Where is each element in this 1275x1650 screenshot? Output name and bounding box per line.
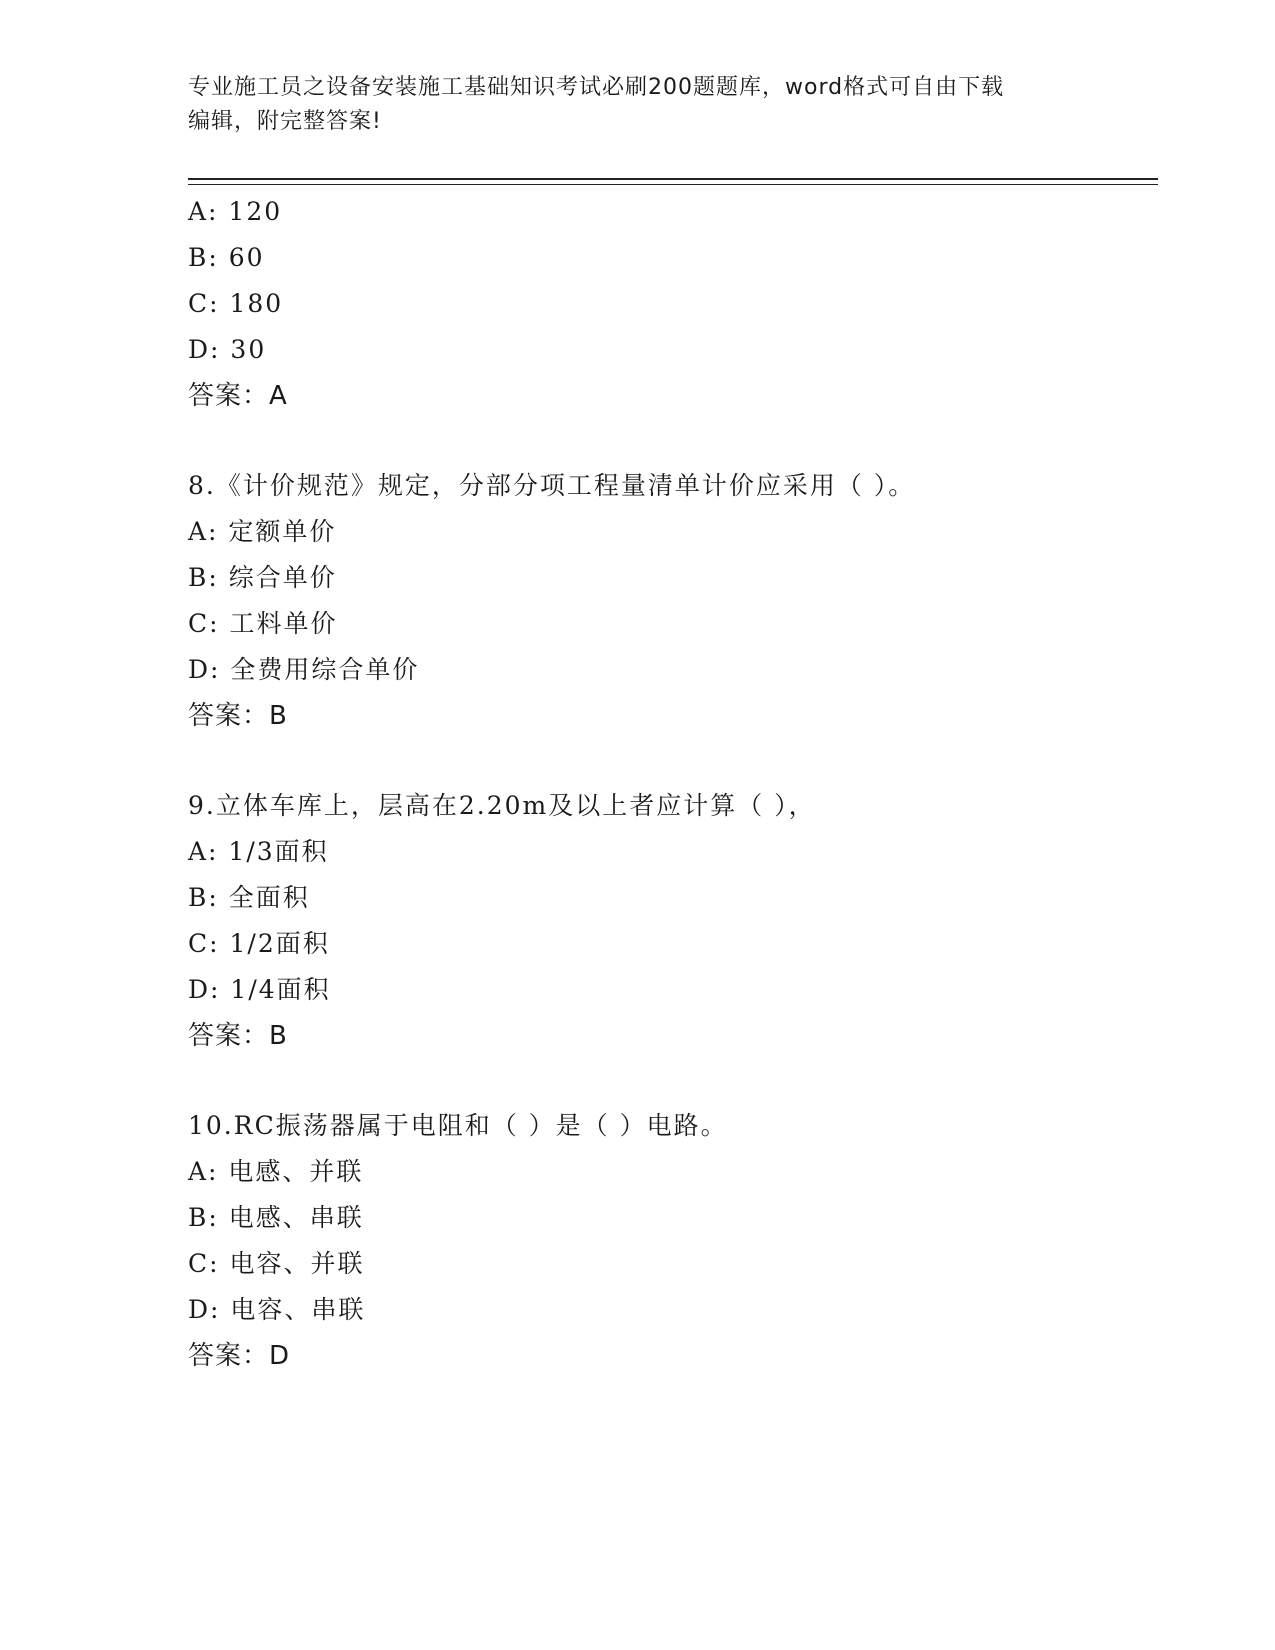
option-a: A: 1/3面积 [188,837,329,866]
answer-line: 答案：B [188,701,288,731]
question-block-partial [188,189,1158,419]
question-block-9 [188,783,1158,1059]
header-rule-thin [188,184,1158,185]
option-a: A: 电感、并联 [188,1157,364,1186]
question-text: 9.立体车库上，层高在2.20m及以上者应计算（ ）， [188,791,816,820]
option-c: C: 1/2面积 [188,929,330,958]
option-d: D: 电容、串联 [188,1295,366,1324]
option-c: C: 180 [188,289,284,318]
header-line-1: 专业施工员之设备安装施工基础知识考试必刷200题题库，word格式可自由下载 [188,75,1005,100]
question-gap [188,739,1158,783]
option-b: B: 60 [188,243,265,272]
question-gap [188,1059,1158,1103]
answer-line: 答案：A [188,381,288,411]
option-b: B: 电感、串联 [188,1203,364,1232]
option-d: D: 30 [188,335,267,364]
option-b: B: 综合单价 [188,563,337,592]
option-a: A: 定额单价 [188,517,337,546]
header-rule-thick [188,178,1158,180]
option-d: D: 全费用综合单价 [188,655,420,684]
option-b: B: 全面积 [188,883,310,912]
question-gap [188,419,1158,463]
question-text: 8.《计价规范》规定，分部分项工程量清单计价应采用（ ）。 [188,471,916,500]
question-block-8 [188,463,1158,739]
question-block-10 [188,1103,1158,1379]
option-d: D: 1/4面积 [188,975,331,1004]
answer-line: 答案：B [188,1021,288,1051]
document-header [188,71,1078,139]
question-list [188,189,1158,1379]
option-c: C: 电容、并联 [188,1249,365,1278]
header-line-2: 编辑，附完整答案! [188,109,382,134]
question-text: 10.RC振荡器属于电阻和（ ）是（ ）电路。 [188,1111,728,1140]
option-a: A: 120 [188,197,283,226]
answer-line: 答案：D [188,1341,291,1371]
option-c: C: 工料单价 [188,609,338,638]
